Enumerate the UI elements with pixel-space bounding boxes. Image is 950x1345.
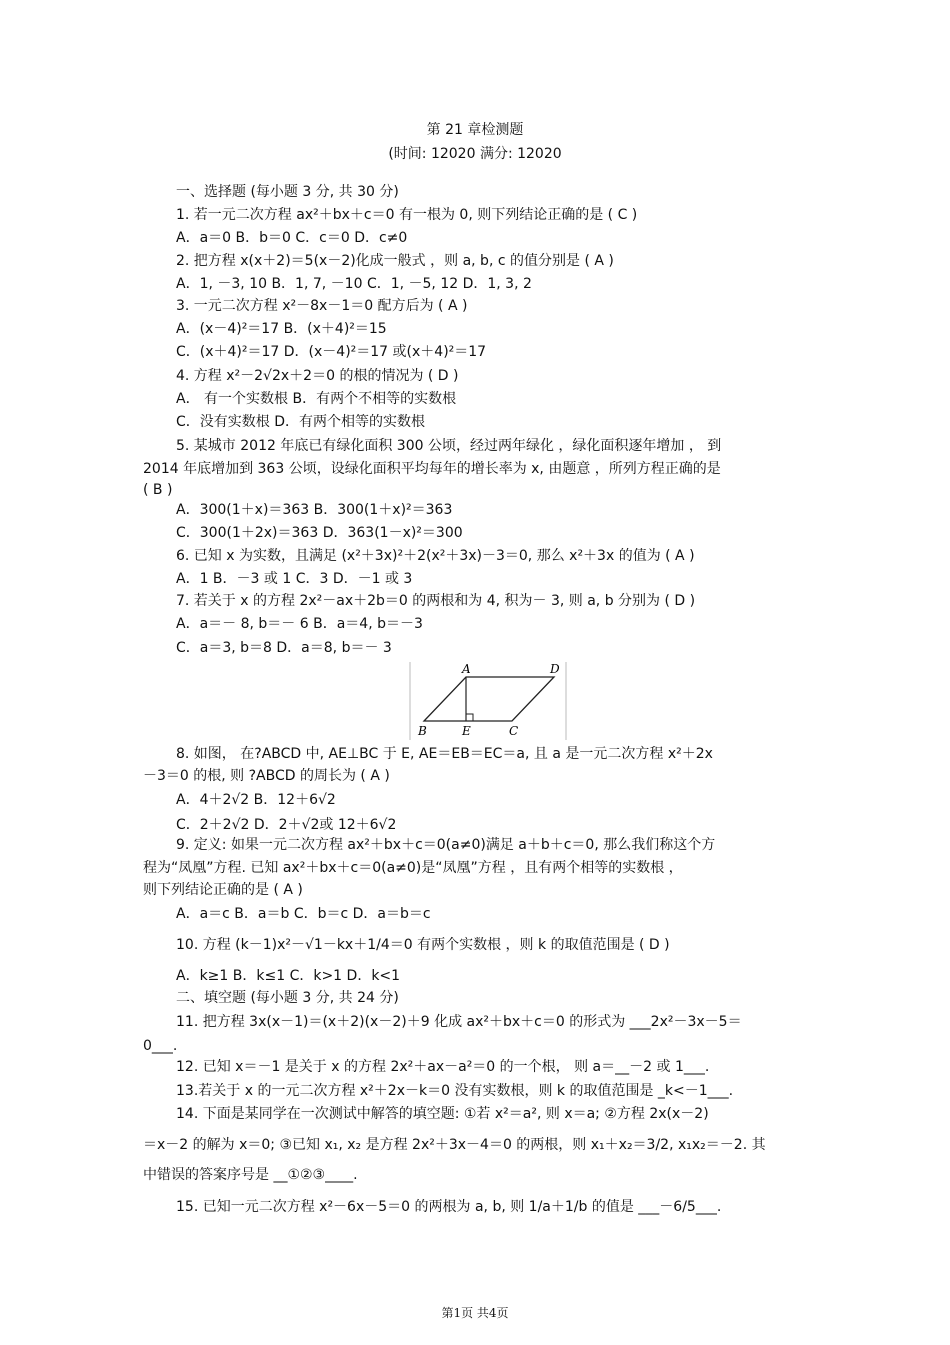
question-line: 3. 一元二次方程 x²－8x－1＝0 配方后为 ( A ) bbox=[176, 298, 468, 314]
label-b: B bbox=[418, 724, 427, 738]
question-line: ＝x－2 的解为 x＝0; ③已知 x₁, x₂ 是方程 2x²＋3x－4＝0 的两根，则 x₁＋x₂＝3/2, x₁x₂＝－2. 其 bbox=[143, 1137, 766, 1153]
question-line: 12. 已知 x＝－1 是关于 x 的方程 2x²＋ax－a²＝0 的一个根， 则 a＝__－2 或 1___. bbox=[176, 1059, 710, 1075]
label-e: E bbox=[462, 724, 471, 738]
question-line: 13.若关于 x 的一元二次方程 x²＋2x－k＝0 没有实数根，则 k 的取值范围是 _k<－1___. bbox=[176, 1083, 734, 1099]
option-line: A．1, －3, 10 B．1, 7, －10 C．1, －5, 12 D．1, 3, 2 bbox=[176, 276, 532, 292]
label-c: C bbox=[509, 724, 519, 738]
question-line: 9. 定义: 如果一元二次方程 ax²＋bx＋c＝0(a≠0)满足 a＋b＋c＝0, 那么我们称这个方 bbox=[176, 837, 716, 853]
option-line: A．4＋2√2 B．12＋6√2 bbox=[176, 792, 336, 808]
question-line: 则下列结论正确的是 ( A ) bbox=[143, 882, 303, 898]
question-line: 4. 方程 x²－2√2x＋2＝0 的根的情况为 ( D ) bbox=[176, 368, 459, 384]
answer-line: 0___. bbox=[143, 1038, 178, 1054]
answer-line: ( B ) bbox=[143, 482, 173, 498]
section-heading: 一、选择题 (每小题 3 分, 共 30 分) bbox=[176, 184, 399, 200]
page-subtitle: (时间: 12020 满分: 12020 bbox=[388, 146, 562, 162]
question-line: 14. 下面是某同学在一次测试中解答的填空题: ①若 x²＝a², 则 x＝a; ②方程 2x(x－2) bbox=[176, 1106, 709, 1122]
option-line: A．k≥1 B．k≤1 C．k>1 D．k<1 bbox=[176, 968, 401, 984]
question-line: 2014 年底增加到 363 公顷，设绿化面积平均每年的增长率为 x, 由题意 ，所列方程正确的是 bbox=[143, 461, 721, 477]
question-line: －3＝0 的根, 则 ?ABCD 的周长为 ( A ) bbox=[143, 768, 390, 784]
question-line: 中错误的答案序号是 __①②③____. bbox=[143, 1167, 358, 1183]
option-line: A．a＝0 B．b＝0 C．c＝0 D．c≠0 bbox=[176, 230, 408, 246]
question-line: 1. 若一元二次方程 ax²＋bx＋c＝0 有一根为 0, 则下列结论正确的是 ( C ) bbox=[176, 207, 638, 223]
option-line: A．a＝c B．a＝b C．b＝c D．a＝b＝c bbox=[176, 906, 431, 922]
question-line: 8. 如图， 在?ABCD 中, AE⊥BC 于 E, AE＝EB＝EC＝a, 且 a 是一元二次方程 x²＋2x bbox=[176, 746, 713, 762]
question-line: 10. 方程 (k－1)x²－√1－kx＋1/4＝0 有两个实数根 ，则 k 的取值范围是 ( D ) bbox=[176, 937, 670, 953]
parallelogram-abcd bbox=[424, 677, 554, 721]
right-angle-mark bbox=[466, 714, 473, 721]
page-footer: 第1页 共4页 bbox=[441, 1306, 509, 1320]
page-title: 第 21 章检测题 bbox=[426, 122, 524, 138]
option-line: A．1 B．－3 或 1 C．3 D．－1 或 3 bbox=[176, 571, 413, 587]
option-line: C．没有实数根 D．有两个相等的实数根 bbox=[176, 414, 426, 430]
question-line: 7. 若关于 x 的方程 2x²－ax＋2b＝0 的两根和为 4, 积为－ 3, 则 a, b 分别为 ( D ) bbox=[176, 593, 696, 609]
question-line: 2. 把方程 x(x＋2)＝5(x－2)化成一般式 ，则 a, b, c 的值分别是 ( A ) bbox=[176, 253, 614, 269]
question-line: 15. 已知一元二次方程 x²－6x－5＝0 的两根为 a, b, 则 1/a＋1/b 的值是 ___－6/5___. bbox=[176, 1199, 722, 1215]
parallelogram-figure bbox=[408, 660, 568, 740]
question-line: 11. 把方程 3x(x－1)＝(x＋2)(x－2)＋9 化成 ax²＋bx＋c＝0 的形式为 ___2x²－3x－5＝ bbox=[176, 1014, 742, 1030]
option-line: C．2＋2√2 D．2＋√2或 12＋6√2 bbox=[176, 817, 397, 833]
section-heading: 二、填空题 (每小题 3 分, 共 24 分) bbox=[176, 990, 399, 1006]
option-line: C．(x＋4)²＝17 D．(x－4)²＝17 或(x＋4)²＝17 bbox=[176, 344, 487, 360]
option-line: C．300(1＋2x)＝363 D．363(1－x)²＝300 bbox=[176, 525, 463, 541]
option-line: A． 有一个实数根 B．有两个不相等的实数根 bbox=[176, 391, 457, 407]
option-line: A．a＝－ 8, b＝－ 6 B．a＝4, b＝－3 bbox=[176, 616, 423, 632]
label-d: D bbox=[550, 662, 560, 676]
label-a: A bbox=[462, 662, 471, 676]
question-line: 程为“凤凰”方程. 已知 ax²＋bx＋c＝0(a≠0)是“凤凰”方程 ，且有两个相等的实数根 ， bbox=[143, 860, 683, 876]
question-line: 6. 已知 x 为实数，且满足 (x²＋3x)²＋2(x²＋3x)－3＝0, 那么 x²＋3x 的值为 ( A ) bbox=[176, 548, 695, 564]
question-line: 5. 某城市 2012 年底已有绿化面积 300 公顷，经过两年绿化 ，绿化面积逐年增加 ， 到 bbox=[176, 438, 722, 454]
option-line: C．a＝3, b＝8 D．a＝8, b＝－ 3 bbox=[176, 640, 392, 656]
option-line: A．300(1＋x)＝363 B．300(1＋x)²＝363 bbox=[176, 502, 453, 518]
option-line: A．(x－4)²＝17 B．(x＋4)²＝15 bbox=[176, 321, 387, 337]
